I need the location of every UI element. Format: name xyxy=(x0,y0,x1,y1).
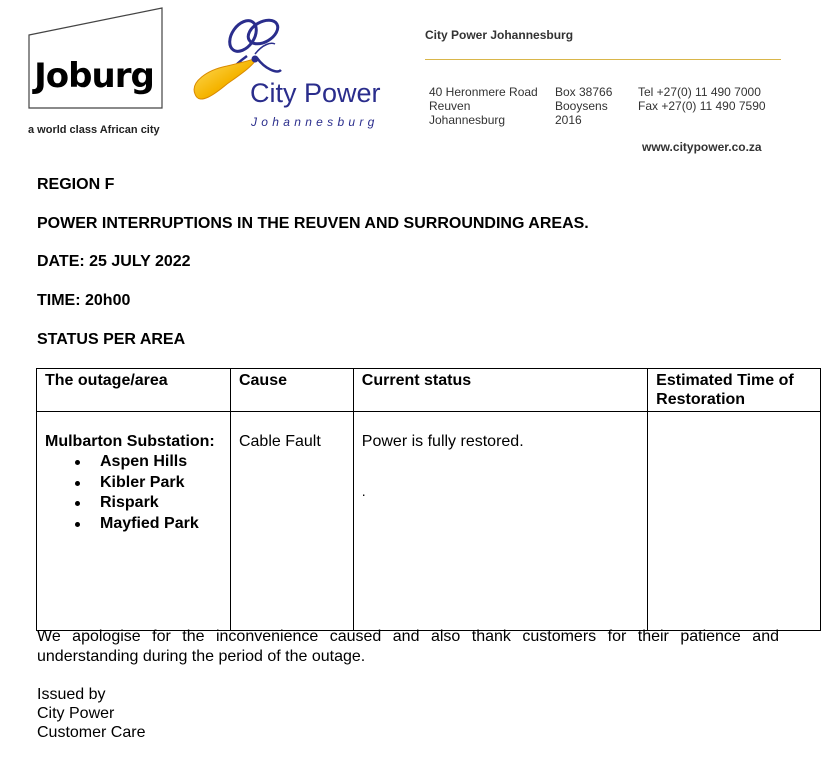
cell-estimated-restoration xyxy=(648,412,821,631)
table-header-row xyxy=(37,369,821,412)
list-item: Aspen Hills xyxy=(45,452,222,473)
postal-line: Box 38766 xyxy=(555,85,613,99)
postal-line: Booysens xyxy=(555,99,608,113)
date-line: DATE: 25 JULY 2022 xyxy=(37,253,191,270)
city-power-wordmark: City Power xyxy=(250,78,381,108)
header-current-status: Current status xyxy=(353,369,647,412)
header-outage-area: The outage/area xyxy=(37,369,231,412)
issued-by-block xyxy=(37,685,145,742)
phone-line: Tel +27(0) 11 490 7000 xyxy=(638,85,761,99)
joburg-wordmark: Joburg xyxy=(34,56,154,96)
street-line: 40 Heronmere Road xyxy=(429,85,538,99)
document-title: POWER INTERRUPTIONS IN THE REUVEN AND SURROUNDING AREAS. xyxy=(37,215,589,232)
list-item: Mayfied Park xyxy=(45,514,222,535)
street-line: Reuven xyxy=(429,99,471,113)
department-line: Customer Care xyxy=(37,724,146,741)
phone-numbers xyxy=(638,85,766,113)
city-power-city: Johannesburg xyxy=(251,115,379,129)
city-power-logo xyxy=(185,14,400,132)
cell-cause: Cable Fault xyxy=(230,412,353,631)
closing-paragraph: We apologise for the inconvenience caused and also thank customers for their patience and understanding during the period of the outage. xyxy=(37,628,779,665)
header-divider xyxy=(425,59,781,60)
suburb-list xyxy=(45,452,222,534)
postal-address xyxy=(555,85,612,127)
company-name: City Power Johannesburg xyxy=(425,28,574,42)
status-table xyxy=(36,368,821,631)
postal-line: 2016 xyxy=(555,113,582,127)
status-heading: STATUS PER AREA xyxy=(37,331,186,348)
joburg-tagline: a world class African city xyxy=(28,124,160,136)
status-text: Power is fully restored. xyxy=(361,433,524,450)
status-note: . xyxy=(361,483,366,499)
issued-by-line: Issued by xyxy=(37,686,106,703)
list-item: Rispark xyxy=(45,493,222,514)
street-line: Johannesburg xyxy=(429,113,506,127)
list-item: Kibler Park xyxy=(45,473,222,494)
cell-current-status xyxy=(353,412,647,631)
table-row xyxy=(37,412,821,631)
region-heading: REGION F xyxy=(37,176,115,193)
time-line: TIME: 20h00 xyxy=(37,292,131,309)
header-estimated-restoration: Estimated Time of Restoration xyxy=(648,369,821,412)
fax-line: Fax +27(0) 11 490 7590 xyxy=(638,99,766,113)
cell-outage-area xyxy=(37,412,231,631)
substation-name: Mulbarton Substation: xyxy=(45,433,215,450)
issuer-line: City Power xyxy=(37,705,115,722)
website-link[interactable]: www.citypower.co.za xyxy=(642,140,762,154)
street-address xyxy=(429,85,538,127)
header-cause: Cause xyxy=(230,369,353,412)
joburg-logo xyxy=(28,7,163,117)
